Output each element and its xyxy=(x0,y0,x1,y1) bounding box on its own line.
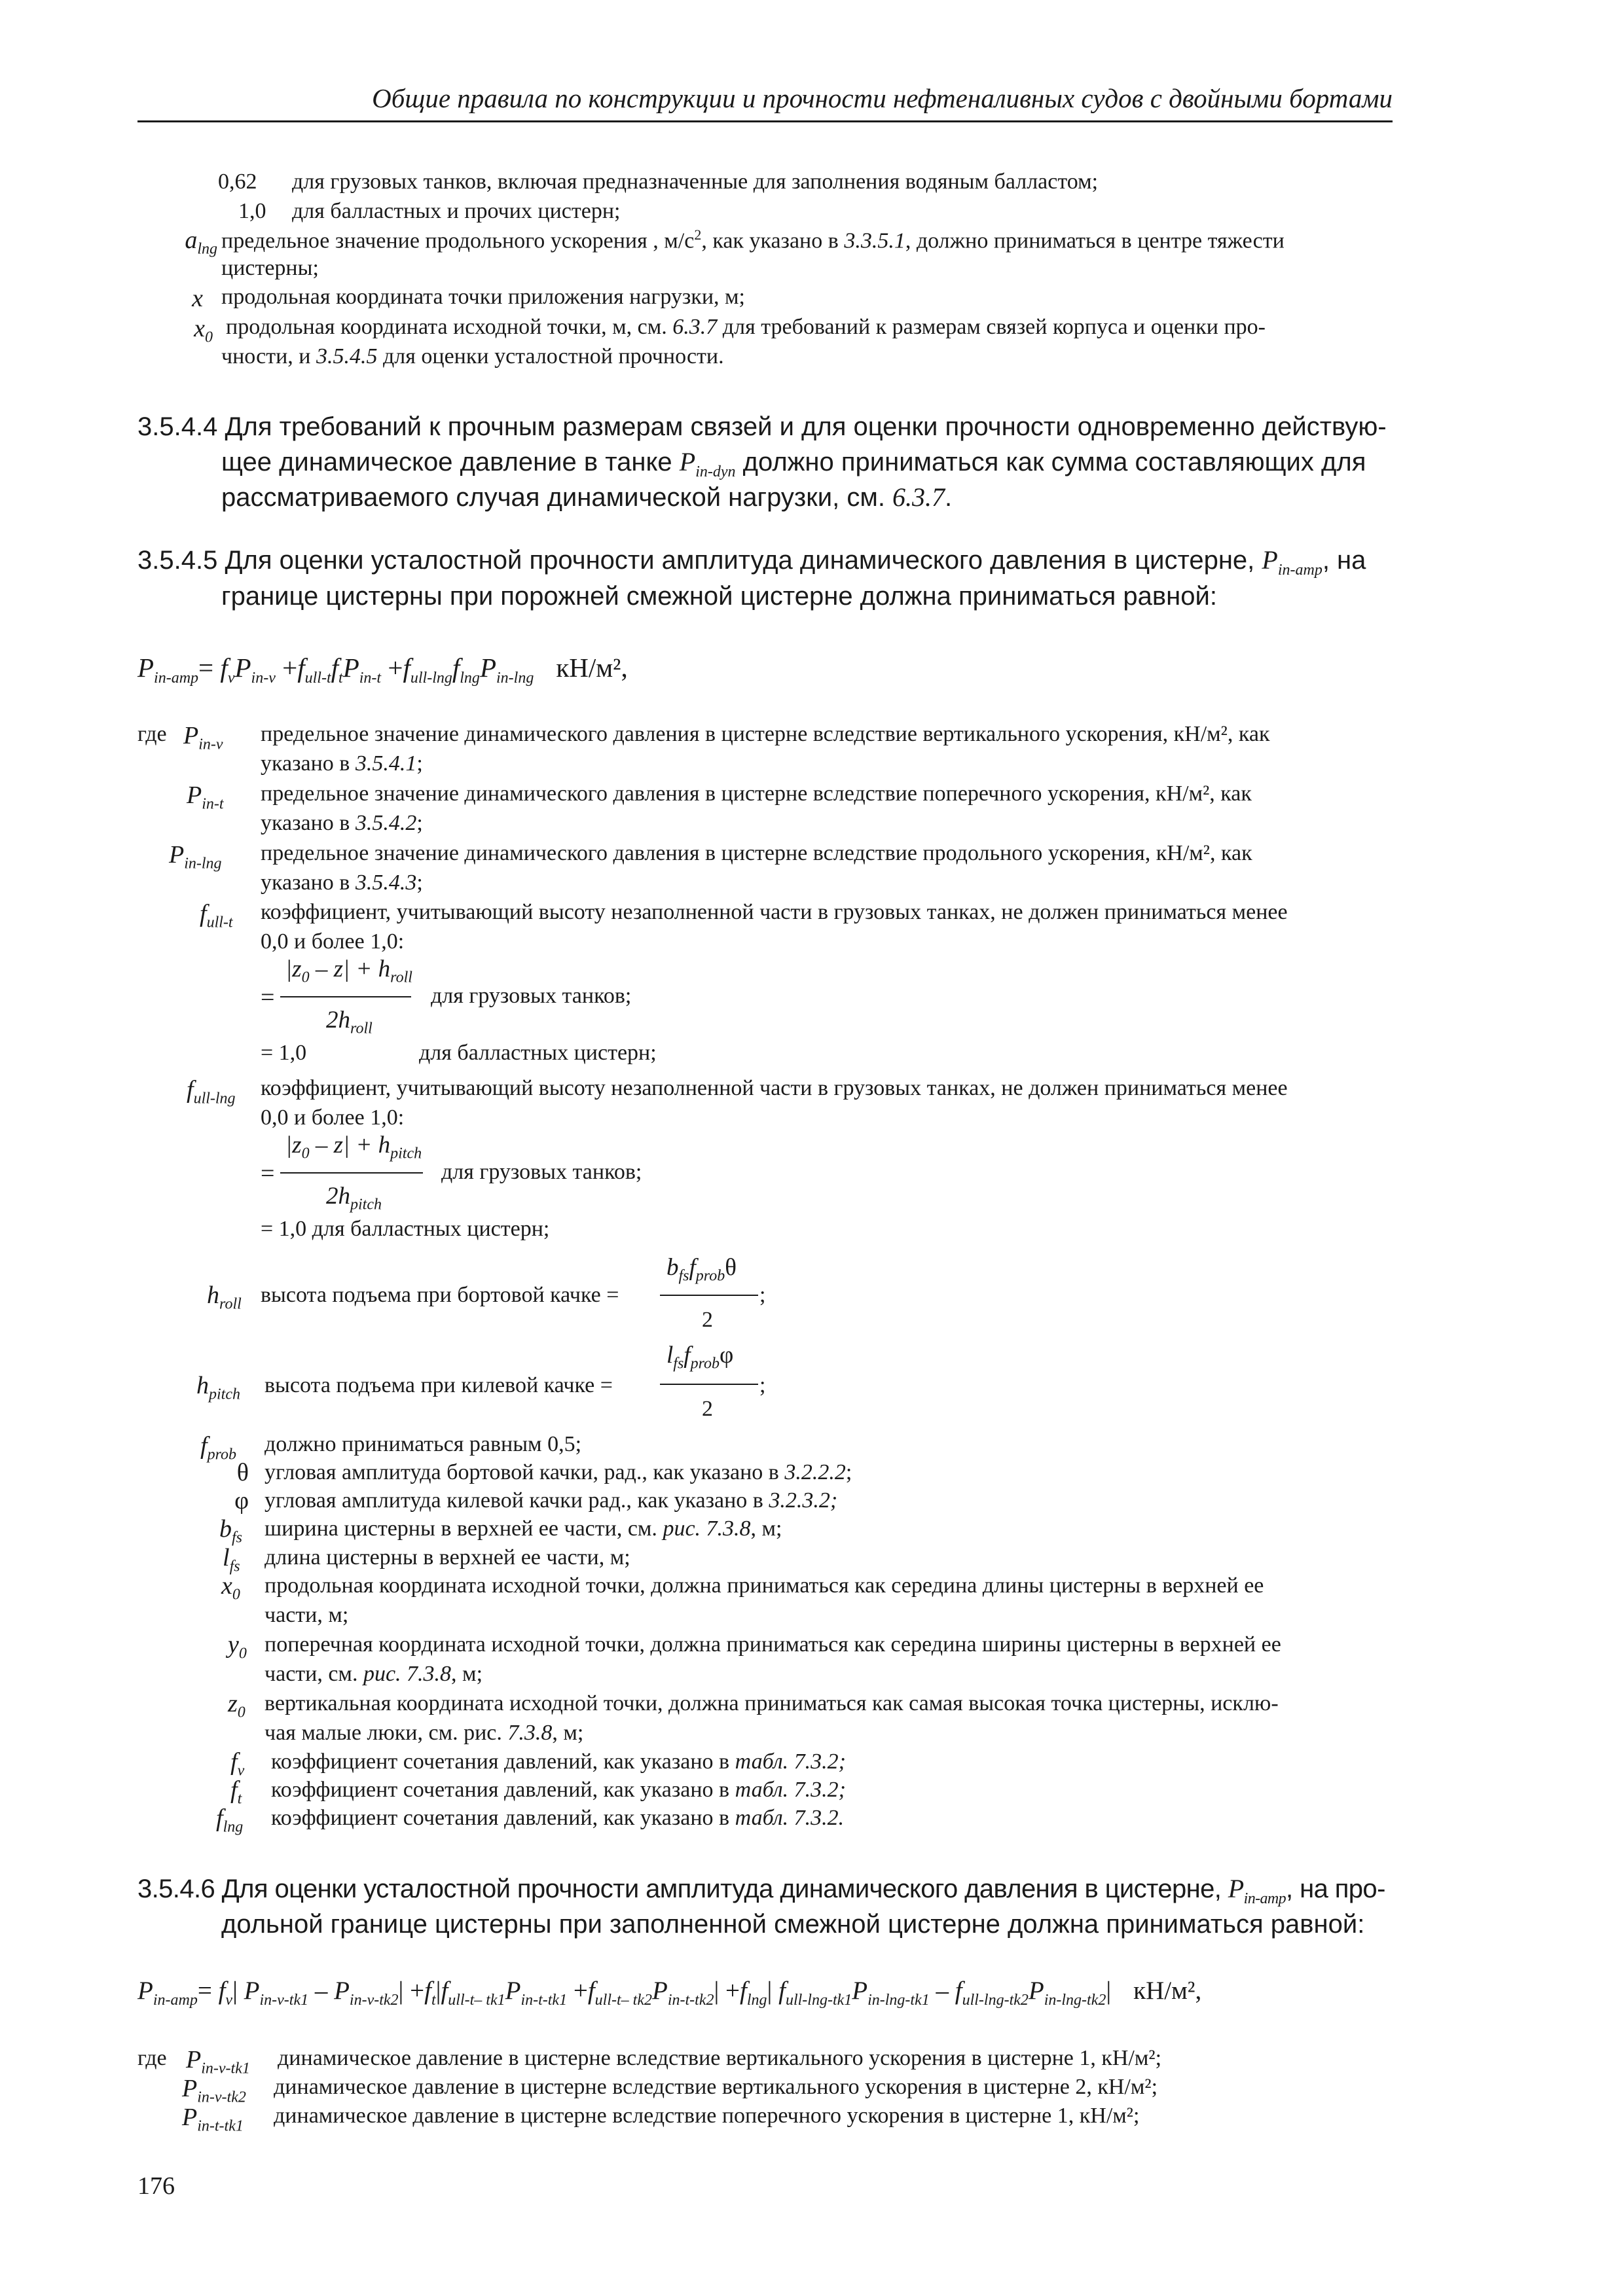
pinv-line-2: указано в 3.5.4.1; xyxy=(261,751,423,776)
symbol-x: x xyxy=(192,285,203,312)
pinvtk1-text: динамическое давление в цистерне вследствие вертикального ускорения в цистерне 1, кН/м²; xyxy=(278,2046,1162,2070)
x0-def-line-1: продольная координата исходной точки, должна приниматься как середина длины цистерны в верхней ее xyxy=(264,1573,1264,1598)
x0-line-2: чности, и 3.5.4.5 для оценки усталостной прочности. xyxy=(221,344,724,368)
symbol-pinvtk1: $P_{in-v-tk1}$ xyxy=(186,2046,250,2077)
alng-line-2: цистерны; xyxy=(221,256,319,280)
y0-line-2: части, см. рис. 7.3.8, м; xyxy=(264,1662,483,1686)
hpitch-end: ; xyxy=(759,1373,766,1397)
fraction-1-text: для грузовых танков; xyxy=(431,984,632,1008)
flng-text: коэффициент сочетания давлений, как указано в табл. 7.3.2. xyxy=(271,1806,845,1830)
z0-line-1: вертикальная координата исходной точки, должна приниматься как самая высокая точка цистерны, исклю- xyxy=(264,1691,1279,1715)
fraction-1-equals: = xyxy=(261,984,275,1011)
pinlng-line-1: предельное значение динамического давления в цистерне вследствие продольного ускорения, кН/м², как xyxy=(261,841,1252,865)
symbol-pint: $P_{in-t}$ xyxy=(187,781,224,813)
fprob-text: должно приниматься равным 0,5; xyxy=(264,1432,582,1456)
y0-line-1: поперечная координата исходной точки, должна приниматься как середина ширины цистерны в верхней ее xyxy=(264,1632,1281,1657)
hpitch-fraction-line xyxy=(660,1384,758,1385)
where-label-2: где xyxy=(137,2046,167,2070)
section-3544-line-3: рассматриваемого случая динамической нагрузки, см. 6.3.7. xyxy=(221,482,953,512)
formula-pinamp-1: $P_{in-amp}= f_vP_{in-v} +f_{ull-t}f_tP_{in-t} +f_{ull-lng}f_{lng}P_{in-lng}$ кН/м², xyxy=(137,653,628,687)
x0-def-line-2: части, м; xyxy=(264,1603,349,1627)
section-3546-line-1: 3.5.4.6 Для оценки усталостной прочности амплитуда динамического давления в цистерне, $P_{in-amp}$, на про- xyxy=(137,1874,1385,1907)
symbol-fullt: $f_{ull-t}$ xyxy=(200,900,233,931)
fraction-1-line xyxy=(280,996,411,997)
hroll-text: высота подъема при бортовой качке = xyxy=(261,1283,619,1307)
hpitch-denominator: 2 xyxy=(702,1397,713,1421)
x0-line-1: продольная координата исходной точки, м, см. 6.3.7 для требований к размерам связей корпуса и оценки про- xyxy=(226,315,1266,339)
symbol-x0: $x_0$ xyxy=(194,315,213,346)
symbol-fulllng: $f_{ull-lng}$ xyxy=(187,1076,236,1107)
page-number: 176 xyxy=(137,2172,175,2200)
symbol-hroll: $h_{roll}$ xyxy=(207,1282,242,1313)
pinvtk2-text: динамическое давление в цистерне вследствие вертикального ускорения в цистерне 2, кН/м²; xyxy=(274,2075,1158,2099)
fraction-2-text: для грузовых танков; xyxy=(441,1160,642,1184)
symbol-fv: $f_v$ xyxy=(230,1748,245,1780)
z0-line-2: чая малые люки, см. рис. 7.3.8, м; xyxy=(264,1721,584,1745)
formula-pinamp-2: $P_{in-amp}= f_v|$ $P_{in-v-tk1} - P_{in-v-tk2}| +f_t|f_{ull-t- tk1}P_{in-t-tk1} +f_{ull-t- tk2}P_{in-t-tk2}| +f_{lng}|$ $f_{ull-lng-tk1}P_{in-lng-tk1} - f_{ull-lng-tk2}P_{in-lng-tk2}|$ кН/м², xyxy=(137,1977,1202,2009)
lfs-text: длина цистерны в верхней ее части, м; xyxy=(264,1545,630,1570)
fraction-2-denominator: $2h_{pitch}$ xyxy=(326,1183,382,1213)
fullt-line-1: коэффициент, учитывающий высоту незаполненной части в грузовых танках, не должен приниматься менее xyxy=(261,900,1288,924)
symbol-hpitch: $h_{pitch}$ xyxy=(196,1372,240,1403)
fraction-1-ballast-text: для балластных цистерн; xyxy=(419,1041,657,1065)
x-text: продольная координата точки приложения нагрузки, м; xyxy=(221,285,745,309)
hpitch-numerator: $l_{fs}f_{prob}\varphi$ xyxy=(666,1342,734,1372)
ft-text: коэффициент сочетания давлений, как указано в табл. 7.3.2; xyxy=(271,1778,846,1802)
fraction-2-ballast: = 1,0 для балластных цистерн; xyxy=(261,1217,550,1241)
hroll-numerator: $b_{fs}f_{prob}\theta$ xyxy=(666,1254,737,1285)
alng-line-1: предельное значение продольного ускорения , $м/с^2$, как указано в 3.3.5.1, должно приниматься в центре тяжести xyxy=(221,226,1285,253)
symbol-ft: $f_t$ xyxy=(230,1776,242,1808)
phi-text: угловая амплитуда килевой качки рад., как указано в 3.2.3.2; xyxy=(264,1488,838,1513)
fraction-2-line xyxy=(280,1172,423,1174)
hroll-end: ; xyxy=(759,1283,766,1307)
hroll-denominator: 2 xyxy=(702,1308,713,1332)
symbol-theta: θ xyxy=(236,1459,249,1486)
symbol-pinttk1: $P_{in-t-tk1}$ xyxy=(182,2104,244,2135)
symbol-bfs: $b_{fs}$ xyxy=(219,1515,243,1547)
fv-text: коэффициент сочетания давлений, как указано в табл. 7.3.2; xyxy=(271,1749,846,1774)
running-header xyxy=(137,73,1393,122)
fulllng-line-2: 0,0 и более 1,0: xyxy=(261,1105,405,1130)
fraction-2-numerator: $|z_0 - z| + h_{pitch}$ xyxy=(285,1132,422,1162)
value-10: 1,0 xyxy=(238,199,266,223)
hroll-fraction-line xyxy=(660,1295,758,1296)
theta-text: угловая амплитуда бортовой качки, рад., как указано в 3.2.2.2; xyxy=(264,1460,852,1484)
value-062: 0,62 xyxy=(218,170,257,194)
symbol-pinv: $P_{in-v}$ xyxy=(183,722,223,753)
bfs-text: ширина цистерны в верхней ее части, см. рис. 7.3.8, м; xyxy=(264,1516,782,1541)
pinv-line-1: предельное значение динамического давления в цистерне вследствие вертикального ускорения, кН/м², как xyxy=(261,722,1270,746)
symbol-y0: $y_0$ xyxy=(228,1631,247,1662)
symbol-lfs: $l_{fs}$ xyxy=(223,1544,240,1575)
symbol-pinlng: $P_{in-lng}$ xyxy=(169,841,222,872)
section-3545-line-1: 3.5.4.5 Для оценки усталостной прочности амплитуда динамического давления в цистерне, $P_{in-amp}$, на xyxy=(137,545,1366,579)
symbol-flng: $f_{lng}$ xyxy=(216,1804,244,1836)
section-3546-line-2: дольной границе цистерны при заполненной смежной цистерне должна приниматься равной: xyxy=(221,1910,1365,1939)
pinttk1-text: динамическое давление в цистерне вследствие поперечного ускорения в цистерне 1, кН/м²; xyxy=(274,2104,1140,2128)
fraction-1-denominator: $2h_{roll}$ xyxy=(326,1007,373,1037)
symbol-alng: $a_{lng}$ xyxy=(185,226,217,258)
fraction-1-ballast-value: = 1,0 xyxy=(261,1041,307,1065)
hpitch-text: высота подъема при килевой качке = xyxy=(264,1373,613,1397)
where-label-1: где xyxy=(137,722,167,746)
fullt-line-2: 0,0 и более 1,0: xyxy=(261,929,405,954)
pinlng-line-2: указано в 3.5.4.3; xyxy=(261,870,423,895)
value-10-text: для балластных и прочих цистерн; xyxy=(292,199,621,223)
symbol-phi: φ xyxy=(234,1487,249,1515)
symbol-pinvtk2: $P_{in-v-tk2}$ xyxy=(182,2075,246,2106)
fraction-2-equals: = xyxy=(261,1160,275,1187)
section-3544-line-1: 3.5.4.4 Для требований к прочным размерам связей и для оценки прочности одновременно действую- xyxy=(137,412,1387,441)
fraction-1-numerator: $|z_0 - z| + h_{roll}$ xyxy=(285,956,412,986)
header-title: Общие правила по конструкции и прочности нефтеналивных судов с двойными бортами xyxy=(372,83,1393,113)
section-3544-line-2: щее динамическое давление в танке $P_{in-dyn}$ должно приниматься как сумма составляющих для xyxy=(221,447,1366,480)
symbol-fprob: $f_{prob}$ xyxy=(200,1432,237,1463)
symbol-x0-def: $x_0$ xyxy=(221,1572,240,1604)
pint-line-1: предельное значение динамического давления в цистерне вследствие поперечного ускорения, кН/м², как xyxy=(261,781,1252,806)
section-3545-line-2: границе цистерны при порожней смежной цистерне должна приниматься равной: xyxy=(221,582,1217,611)
value-062-text: для грузовых танков, включая предназначенные для заполнения водяным балластом; xyxy=(292,170,1099,194)
symbol-z0: $z_0$ xyxy=(228,1690,246,1721)
pint-line-2: указано в 3.5.4.2; xyxy=(261,811,423,835)
fulllng-line-1: коэффициент, учитывающий высоту незаполненной части в грузовых танках, не должен приниматься менее xyxy=(261,1076,1288,1100)
